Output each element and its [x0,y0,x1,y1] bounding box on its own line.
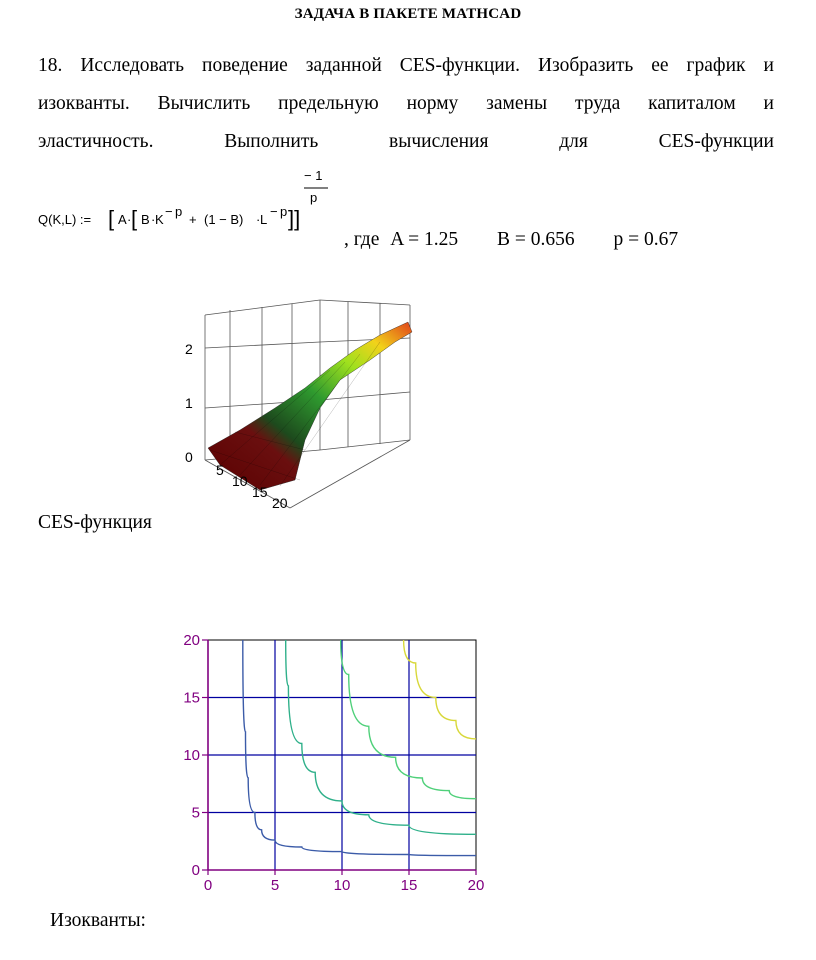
task-word: график [686,55,746,76]
task-word: и [763,93,774,114]
svg-text:p: p [280,204,288,219]
task-word: CES-функции [658,131,774,152]
y-tick-label: 5 [191,804,200,822]
formula-L: L [260,212,268,227]
page-title: ЗАДАЧА В ПАКЕТЕ MATHCAD [294,6,522,22]
task-word: CES-функции. [399,55,520,76]
svg-text:p: p [175,204,183,219]
svg-text:]]: ]] [288,206,301,231]
surface-x-tick: 10 [232,473,248,489]
svg-text:·: · [127,212,132,227]
svg-text:−: − [165,204,173,219]
ces-surface-plot [180,280,420,520]
parameter-values [344,229,678,251]
y-tick-label: 20 [183,632,200,649]
surface-x-tick: 15 [252,484,268,500]
task-word: эластичность. [38,131,154,152]
task-word: предельную [278,93,379,114]
param-A: A = 1.25 [390,229,459,250]
task-word: капиталом [648,93,736,114]
x-tick-label: 20 [467,877,485,894]
task-line-3 [38,131,774,153]
y-tick-label: 0 [191,862,200,879]
formula-B: B [141,212,150,227]
isoquant-caption: Изокванты: [50,910,146,931]
svg-text:·: · [151,212,156,227]
task-line-2 [38,93,774,115]
task-word: норму [406,93,459,114]
surface-caption: CES-функция [38,512,152,533]
x-tick-label: 10 [333,877,351,894]
y-tick-label: 10 [183,747,200,764]
task-word: и [763,55,774,76]
surface-z-tick: 0 [185,449,193,465]
formula-A: A [118,212,127,227]
formula-one-minus-B: (1 − B) [204,212,244,227]
isoquant-chart [170,628,510,908]
formula-lhs: Q(K,L) := [38,212,92,227]
svg-text:[: [ [131,206,138,231]
x-tick-label: 15 [400,877,418,894]
x-tick-label: 0 [203,877,213,894]
where-label: , где [344,229,380,250]
task-line-1 [38,55,774,77]
task-word: труда [574,93,621,114]
task-word: 18. [38,55,63,76]
param-p: p = 0.67 [613,229,679,250]
formula-K: K [155,212,164,227]
surface-x-tick: 5 [216,462,224,478]
task-word: изокванты. [38,93,130,114]
task-word: заданной [305,55,382,76]
surface-x-tick: 20 [272,495,288,511]
task-word: Изобразить [537,55,634,76]
svg-text:·: · [256,212,261,227]
task-word: Исследовать [80,55,185,76]
ces-formula [38,168,368,248]
task-word: замены [486,93,548,114]
param-B: B = 0.656 [497,229,575,250]
task-word: для [559,131,588,152]
formula-exp-den: p [310,190,318,205]
svg-text:−: − [270,204,278,219]
formula-exp-num: − 1 [304,168,323,183]
svg-text:[: [ [108,206,115,231]
task-word: поведение [202,55,288,76]
surface-z-tick: 2 [185,341,193,357]
task-word: ее [651,55,669,76]
y-tick-label: 15 [183,689,200,707]
task-word: вычисления [389,131,489,152]
task-word: Вычислить [157,93,251,114]
x-tick-label: 5 [270,877,280,894]
task-word: Выполнить [224,131,319,152]
surface-z-tick: 1 [185,395,193,411]
svg-text:+: + [189,212,197,227]
